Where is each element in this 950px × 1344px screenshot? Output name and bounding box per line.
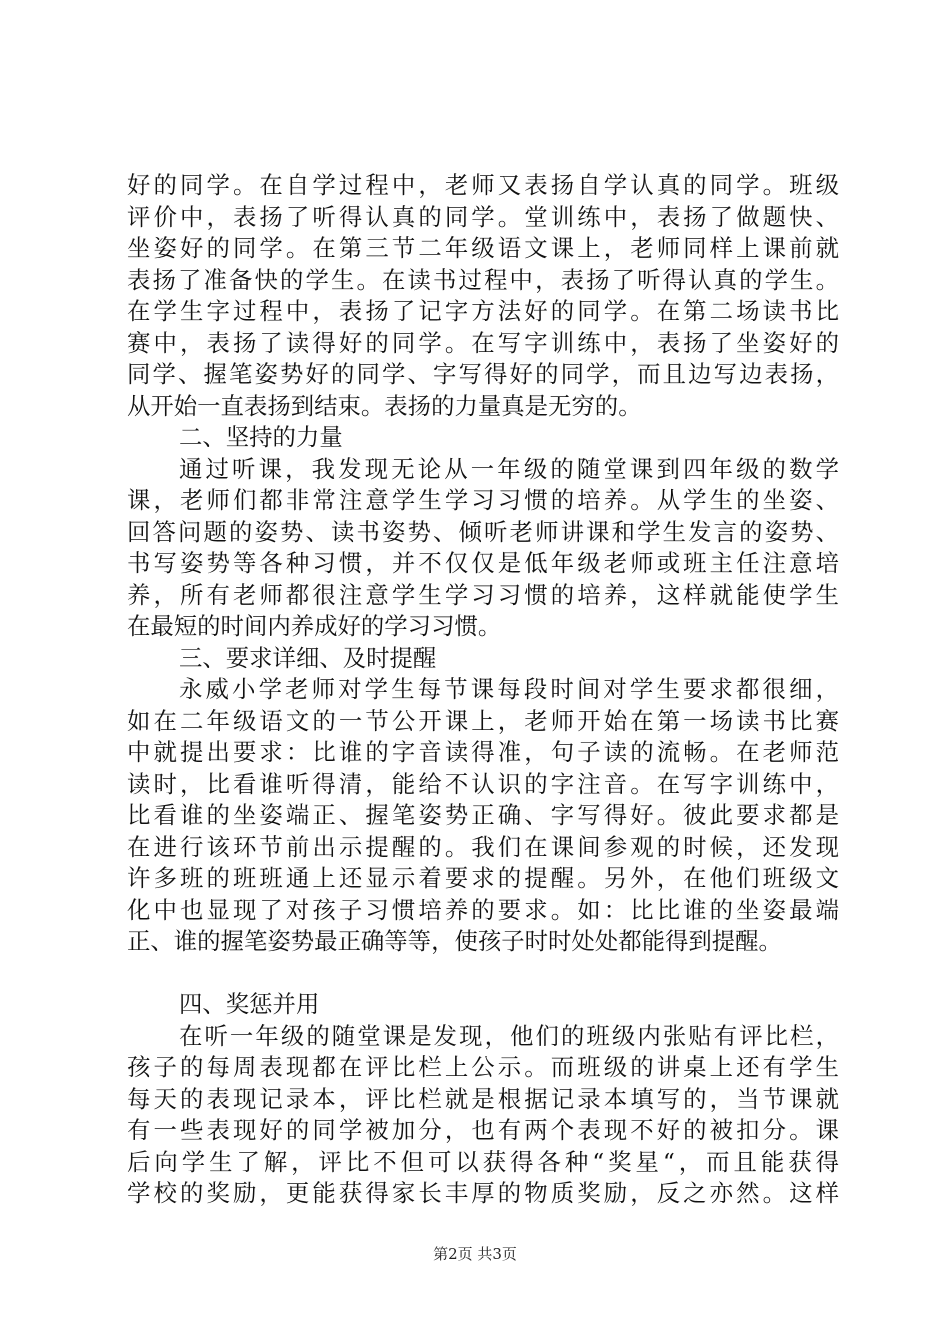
text-line: 比看谁的坐姿端正、握笔姿势正确、字写得好。彼此要求都是 [127, 801, 839, 829]
text-line: 好的同学。在自学过程中，老师又表扬自学认真的同学。班级 [127, 171, 839, 199]
text-line: 许多班的班班通上还显示着要求的提醒。另外，在他们班级文 [127, 864, 839, 892]
text-line: 通过听课，我发现无论从一年级的随堂课到四年级的数学 [179, 454, 839, 483]
text-line: 孩子的每周表现都在评比栏上公示。而班级的讲桌上还有学生 [127, 1053, 839, 1081]
text-line: 回答问题的姿势、读书姿势、倾听老师讲课和学生发言的姿势、 [127, 517, 839, 546]
text-line: 在听一年级的随堂课是发现，他们的班级内张贴有评比栏， [179, 1021, 839, 1050]
text-line: 养，所有老师都很注意学生学习习惯的培养，这样就能使学生 [127, 580, 839, 609]
text-line: 在进行该环节前出示提醒的。我们在课间参观的时候，还发现 [127, 832, 839, 861]
text-line: 赛中，表扬了读得好的同学。在写字训练中，表扬了坐姿好的 [127, 328, 839, 357]
text-line: 后向学生了解，评比不但可以获得各种“奖星“，而且能获得 [127, 1147, 839, 1176]
text-line: 在最短的时间内养成好的学习习惯。 [127, 612, 502, 640]
text-line: 中就提出要求：比谁的字音读得准，句子读的流畅。在老师范 [127, 738, 839, 766]
text-line: 有一些表现好的同学被加分，也有两个表现不好的被扣分。课 [127, 1116, 839, 1144]
text-line: 永威小学老师对学生每节课每段时间对学生要求都很细， [179, 675, 839, 703]
text-line: 同学、握笔姿势好的同学、字写得好的同学，而且边写边表扬， [127, 360, 839, 388]
section-heading: 四、奖惩并用 [179, 990, 320, 1018]
text-line: 表扬了准备快的学生。在读书过程中，表扬了听得认真的学生。 [127, 265, 839, 294]
text-line: 坐姿好的同学。在第三节二年级语文课上，老师同样上课前就 [127, 234, 839, 262]
text-line: 正、谁的握笔姿势最正确等等，使孩子时时处处都能得到提醒。 [127, 927, 782, 955]
text-line: 如在二年级语文的一节公开课上，老师开始在第一场读书比赛 [127, 706, 839, 735]
section-heading: 二、坚持的力量 [179, 423, 343, 451]
text-line: 读时，比看谁听得清，能给不认识的字注音。在写字训练中， [127, 769, 839, 798]
text-line: 课，老师们都非常注意学生学习习惯的培养。从学生的坐姿、 [127, 486, 839, 514]
blank-line [127, 958, 839, 990]
text-line: 学校的奖励，更能获得家长丰厚的物质奖励，反之亦然。这样 [127, 1179, 839, 1207]
text-line: 每天的表现记录本，评比栏就是根据记录本填写的，当节课就 [127, 1084, 839, 1113]
text-line: 评价中，表扬了听得认真的同学。堂训练中，表扬了做题快、 [127, 202, 839, 231]
text-line: 从开始一直表扬到结束。表扬的力量真是无穷的。 [127, 391, 642, 420]
text-line: 书写姿势等各种习惯，并不仅仅是低年级老师或班主任注意培 [127, 549, 839, 577]
page-footer: 第2页 共3页 [433, 1245, 517, 1263]
text-line: 化中也显现了对孩子习惯培养的要求。如：比比谁的坐姿最端 [127, 895, 839, 924]
body-text [127, 170, 839, 1210]
text-line: 在学生字过程中，表扬了记字方法好的同学。在第二场读书比 [127, 297, 839, 325]
section-heading: 三、要求详细、及时提醒 [179, 643, 437, 672]
